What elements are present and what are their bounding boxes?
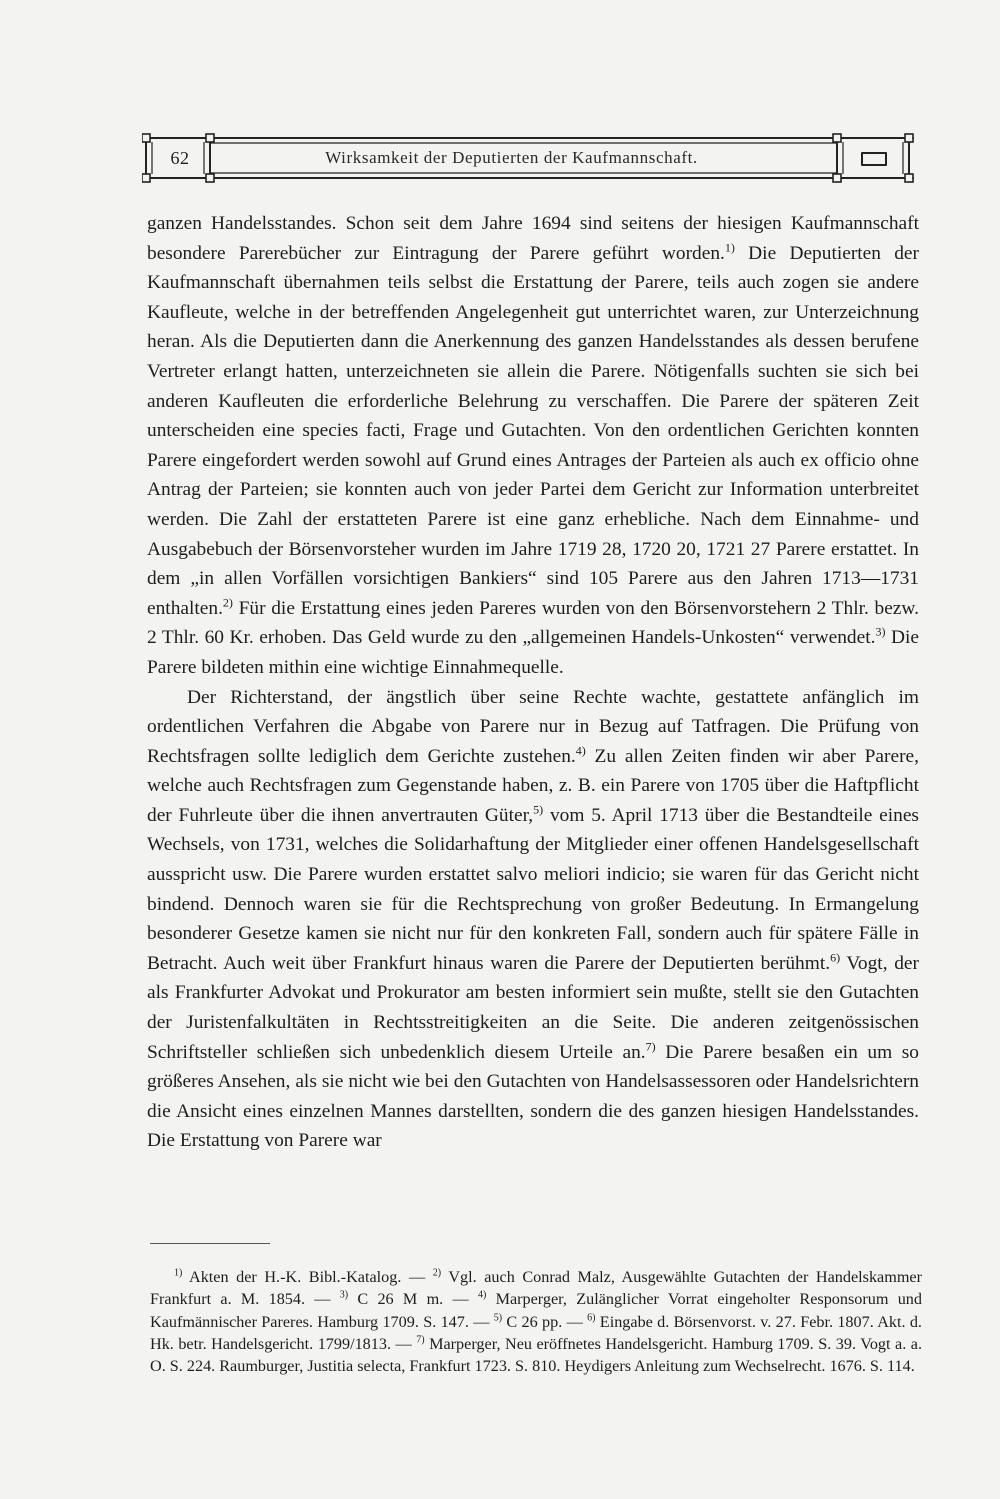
footnote-ref: 1) [174, 1267, 183, 1279]
running-header [142, 128, 914, 188]
footnote-ref: 6) [830, 950, 841, 965]
footnote-ref: 5) [533, 802, 544, 817]
text-run: Die Parere bildeten mithin eine wichtige Einnahmequelle. [147, 627, 919, 678]
paragraph [147, 209, 919, 683]
footnote-ref: 7) [645, 1039, 656, 1054]
running-title: Wirksamkeit der Deputierten der Kaufmannschaft. [325, 148, 698, 167]
page-number: 62 [170, 148, 190, 168]
footnote-ref: 6) [587, 1312, 596, 1324]
text-run: ganzen Handelsstandes. Schon seit dem Jahre 1694 sind seitens der hiesigen Kaufmannschaft besondere Parerebücher zur Eintragung der Parere geführt worden. [147, 213, 919, 264]
text-run: Marperger, Zulänglicher Vorrat eingeholter Responsorum und Kaufmännischer Pareres. Hamburg 1709. S. 147. — [150, 1290, 922, 1331]
footnotes [150, 1266, 922, 1377]
main-text [147, 209, 919, 1156]
text-run: Der Richterstand, der ängstlich über seine Rechte wachte, gestattete anfänglich im ordentlichen Verfahren die Abgabe von Parere nur in Bezug auf Tatfragen. Die Prüfung von Rechtsfragen sollte lediglich dem Gerichte zustehen. [147, 686, 919, 767]
footnote-ref: 2) [432, 1267, 442, 1279]
text-run: vom 5. April 1713 über die Bestandteile eines Wechsels, von 1731, welches die Solidarhaftung der Mitglieder einer offenen Handelsgesellschaft ausspricht usw. Die Parere wurden erstattet salvo meliori indicio; sie waren für das Gericht nicht bindend. Dennoch waren sie für die Rechtsprechung von großer Bedeutung. In Ermangelung besonderer Gesetze kamen sie nicht nur für den konkreten Fall, sondern auch für spätere Fälle in Betracht. Auch weit über Frankfurt hinaus waren die Parere der Deputierten berühmt. [147, 804, 919, 974]
text-run: Die Parere besaßen ein um so größeres Ansehen, als sie nicht wie bei den Gutachten von Handelsassessoren oder Handelsrichtern die Ansicht eines einzelnen Mannes darstellten, sondern die des ganzen hiesigen Handelsstandes. Die Erstattung von Parere war [147, 1041, 920, 1152]
footnote-ref: 3) [875, 624, 886, 639]
text-run: Eingabe d. Börsenvorst. v. 27. Febr. 1807. Akt. d. Hk. betr. Handelsgericht. 1799/1813. — [150, 1312, 922, 1353]
text-run: C 26 M m. — [348, 1290, 478, 1309]
text-run: Vgl. auch Conrad Malz, Ausgewählte Gutachten der Handelskammer Frankfurt a. M. 1854. — [150, 1268, 922, 1309]
paragraph [147, 683, 919, 1157]
footnote-ref: 3) [339, 1289, 349, 1301]
text-run: Die Deputierten der Kaufmannschaft übernahmen teils selbst die Erstattung der Parere, teils auch zogen sie andere Kaufleute, welche in der betreffenden Angelegenheit gut unterrichtet waren, zur Unterzeichnung heran. Als die Deputierten dann die Anerkennung des ganzen Handelsstandes als dessen berufene Vertreter erlangt hatten, unterzeichneten sie allein die Parere. Nötigenfalls suchten sie sich bei anderen Kaufleuten die erforderliche Belehrung zu verschaffen. Die Parere der späteren Zeit unterscheiden eine species facti, Frage und Gutachten. Von den ordentlichen Gerichten konnten Parere eingefordert werden sowohl auf Grund eines Antrages der Parteien als auch ex officio ohne Antrag der Parteien; sie konnten auch von jeder Partei dem Gericht zur Information unterbreitet werden. Die Zahl der erstatteten Parere ist eine ganz erhebliche. Nach dem Einnahme- und Ausgabebuch der Börsenvorsteher wurden im Jahre 1719 28, 1720 20, 1721 27 Parere erstattet. In dem „in allen Vorfällen vorsichtigen Bankiers“ sind 105 Parere aus den Jahren 1713—1731 enthalten. [147, 242, 919, 619]
footnote-text [150, 1266, 922, 1377]
footnote-ref: 7) [416, 1334, 425, 1346]
footnote-divider [150, 1243, 270, 1244]
footnote-ref: 2) [222, 595, 233, 610]
text-run: Akten der H.-K. Bibl.-Katalog. — [182, 1268, 433, 1286]
text-run: Zu allen Zeiten finden wir aber Parere, welche auch Rechtsfragen zum Gegenstande haben, z. B. ein Parere von 1705 über die Haftpflicht der Fuhrleute über die ihnen anvertrauten Güter, [147, 745, 919, 826]
text-run: Vogt, der als Frankfurter Advokat und Prokurator am besten informiert sein mußte, stellt sie den Gutachten der Juristenfalkultäten in Rechtsstreitigkeiten an die Seite. Die anderen zeitgenössischen Schriftsteller schließen sich unbedenklich diesem Urteile an. [147, 952, 919, 1063]
ornament-rectangle-icon [861, 152, 887, 166]
footnote-ref: 5) [493, 1312, 503, 1324]
text-run: C 26 pp. — [502, 1312, 588, 1331]
footnote-ref: 1) [724, 240, 735, 255]
footnote-ref: 4) [575, 743, 586, 758]
text-run: Für die Erstattung eines jeden Pareres wurden von den Börsenvorstehern 2 Thlr. bezw. 2 Thlr. 60 Kr. erhoben. Das Geld wurde zu den „allgemeinen Handels-Unkosten“ verwendet. [147, 597, 919, 649]
footnote-ref: 4) [477, 1289, 487, 1301]
text-run: Marperger, Neu eröffnetes Handelsgericht. Hamburg 1709. S. 39. Vogt a. a. O. S. 224. Raumburger, Justitia selecta, Frankfurt 1723. S. 810. Heydigers Anleitung zum Wechselrecht. 1676. S. 114. [150, 1334, 923, 1376]
